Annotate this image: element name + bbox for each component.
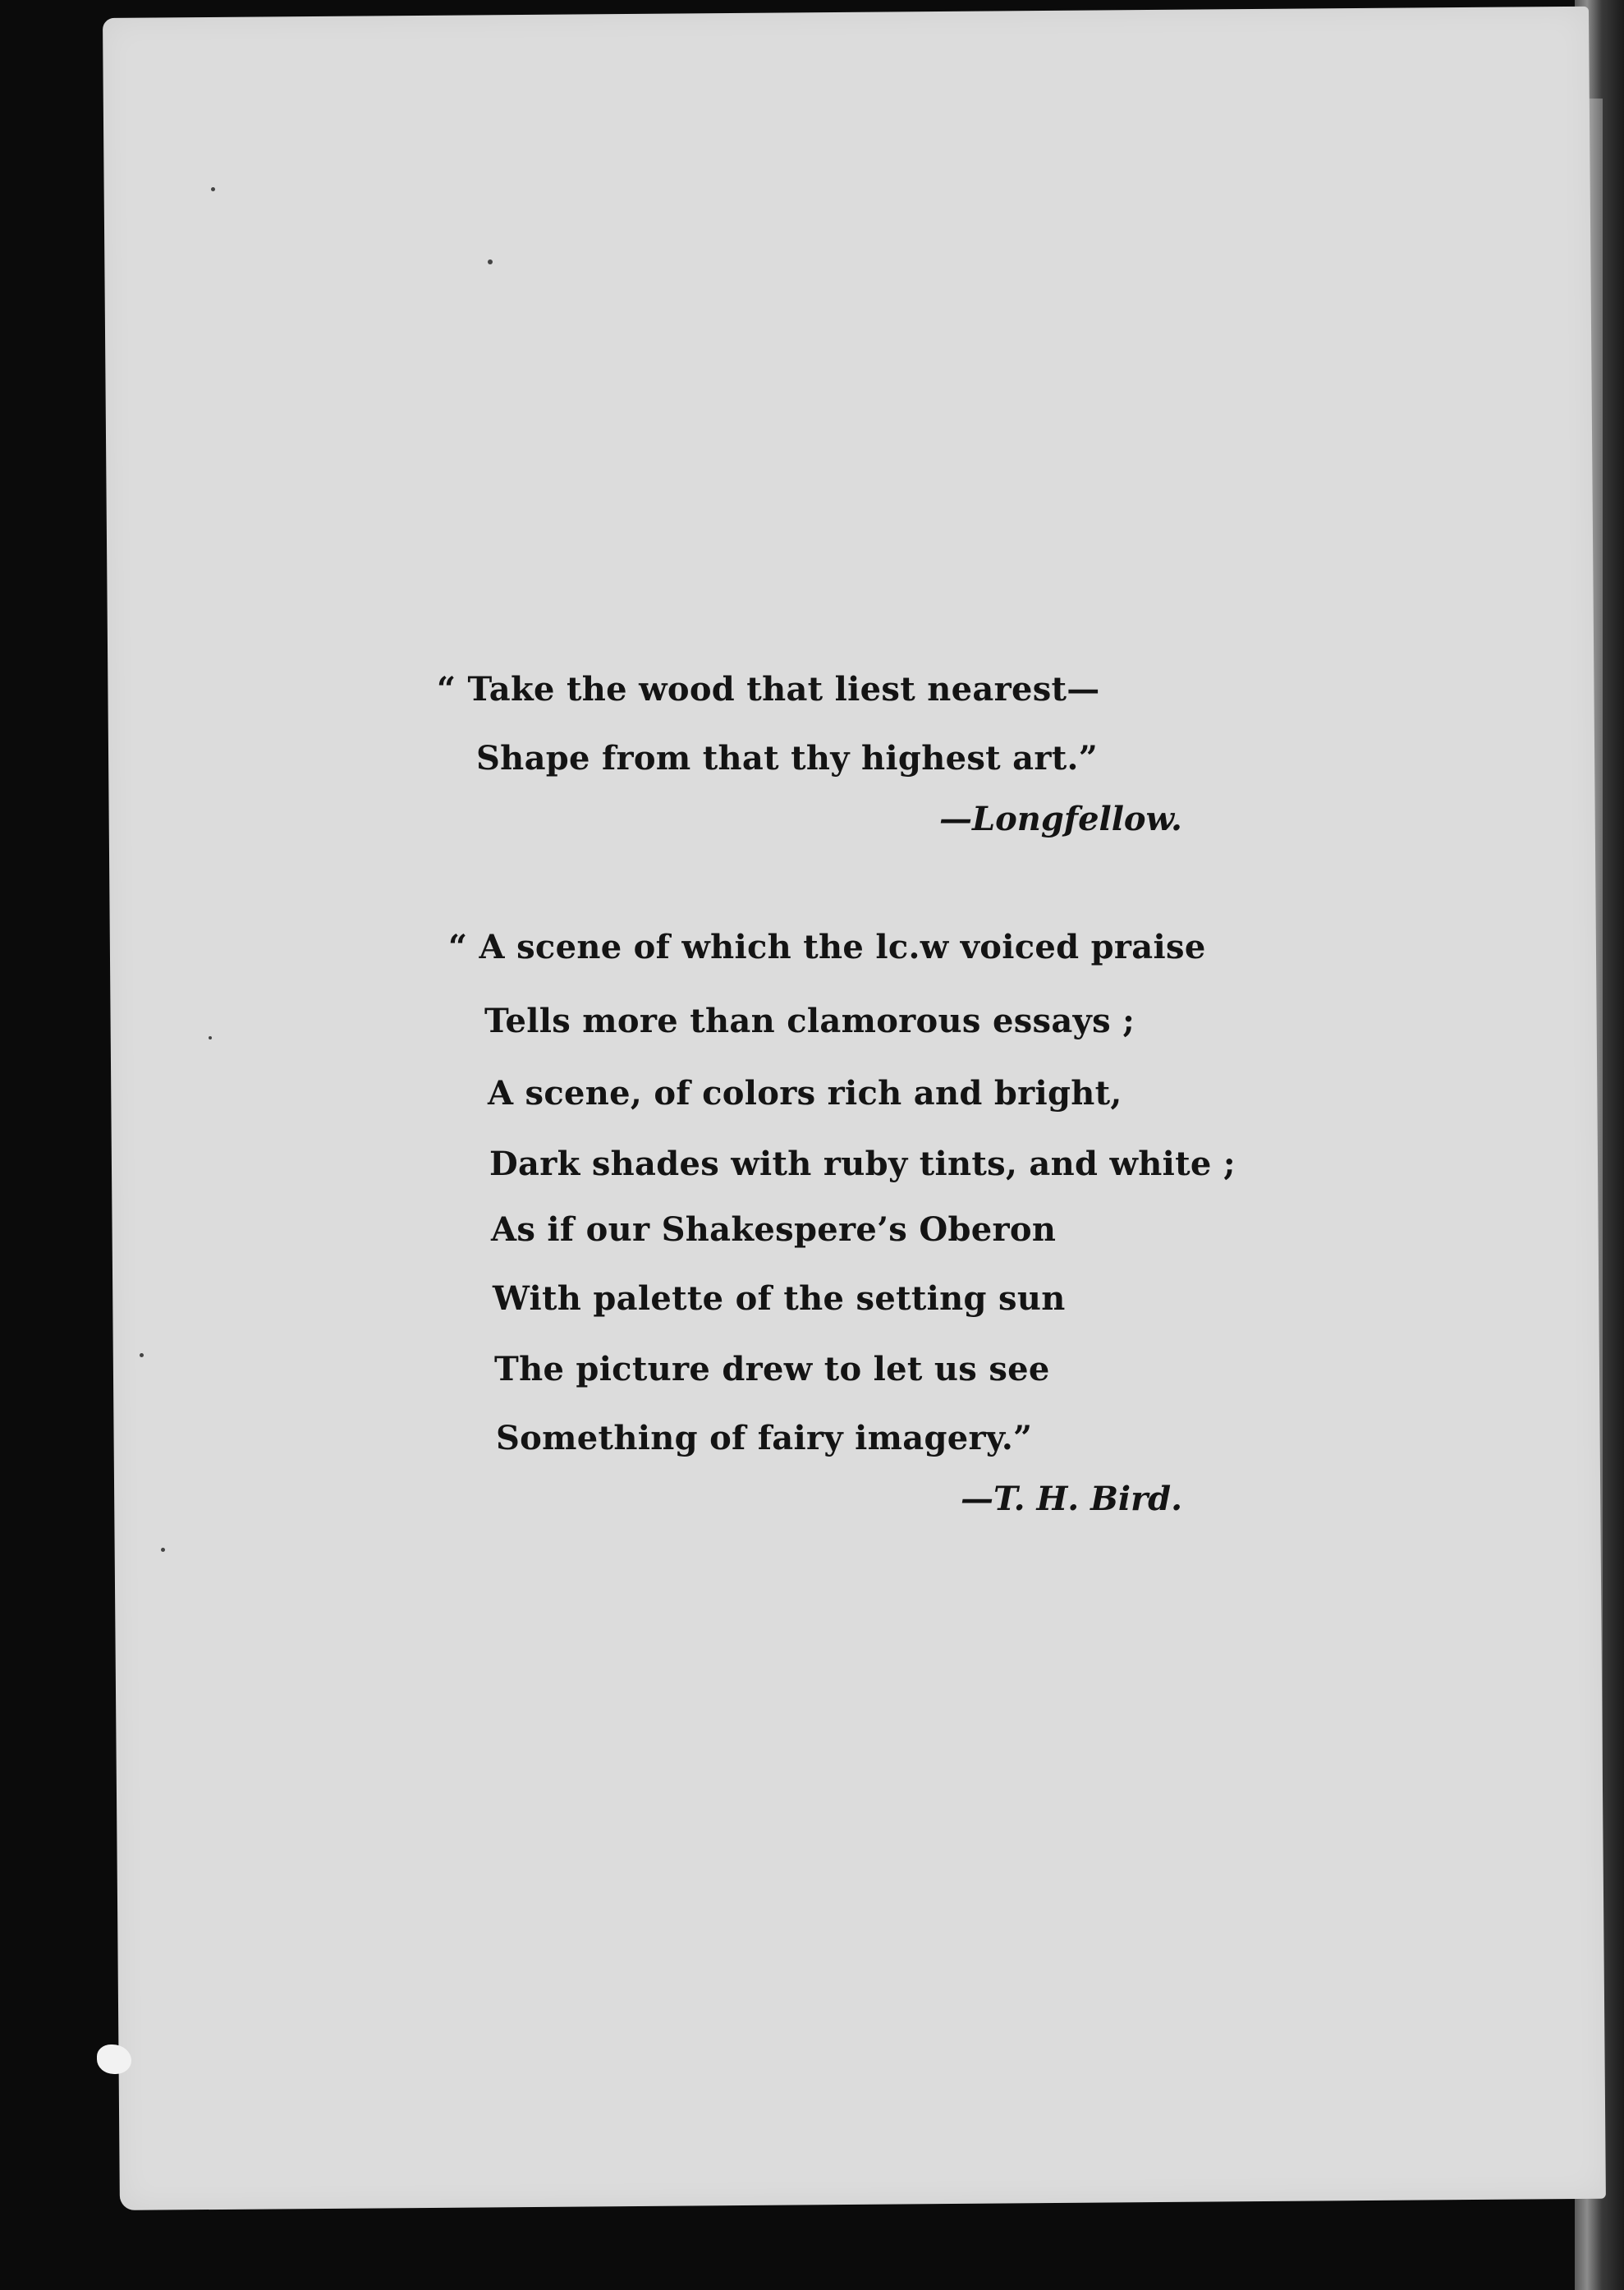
quote1-attribution: —Longfellow. (939, 800, 1182, 838)
quote2-line-6: With palette of the setting sun (493, 1279, 1066, 1318)
page-speck (140, 1353, 144, 1357)
quote2-line-2: Tells more than clamorous essays ; (484, 1002, 1135, 1040)
quote2-line-1: “ A scene of which the lc.w voiced praise (448, 928, 1206, 966)
quote2-line-4: Dark shades with ruby tints, and white ; (489, 1145, 1236, 1183)
quote2-line-7: The picture drew to let us see (494, 1350, 1050, 1388)
quote2-line-3: A scene, of colors rich and bright, (488, 1074, 1122, 1113)
page-speck (488, 259, 493, 264)
quote2-attribution: —T. H. Bird. (961, 1480, 1183, 1518)
page-speck (211, 187, 215, 191)
quote2-line-5: As if our Shakespere’s Oberon (491, 1210, 1057, 1249)
page-speck (209, 1036, 212, 1039)
quote2-line-8: Something of fairy imagery.” (496, 1419, 1033, 1457)
quote1-line-1: “ Take the wood that liest nearest— (437, 670, 1100, 709)
paper-damage-blot (97, 2044, 131, 2074)
page-speck (161, 1548, 165, 1552)
quote1-line-2: Shape from that thy highest art.” (476, 739, 1099, 778)
